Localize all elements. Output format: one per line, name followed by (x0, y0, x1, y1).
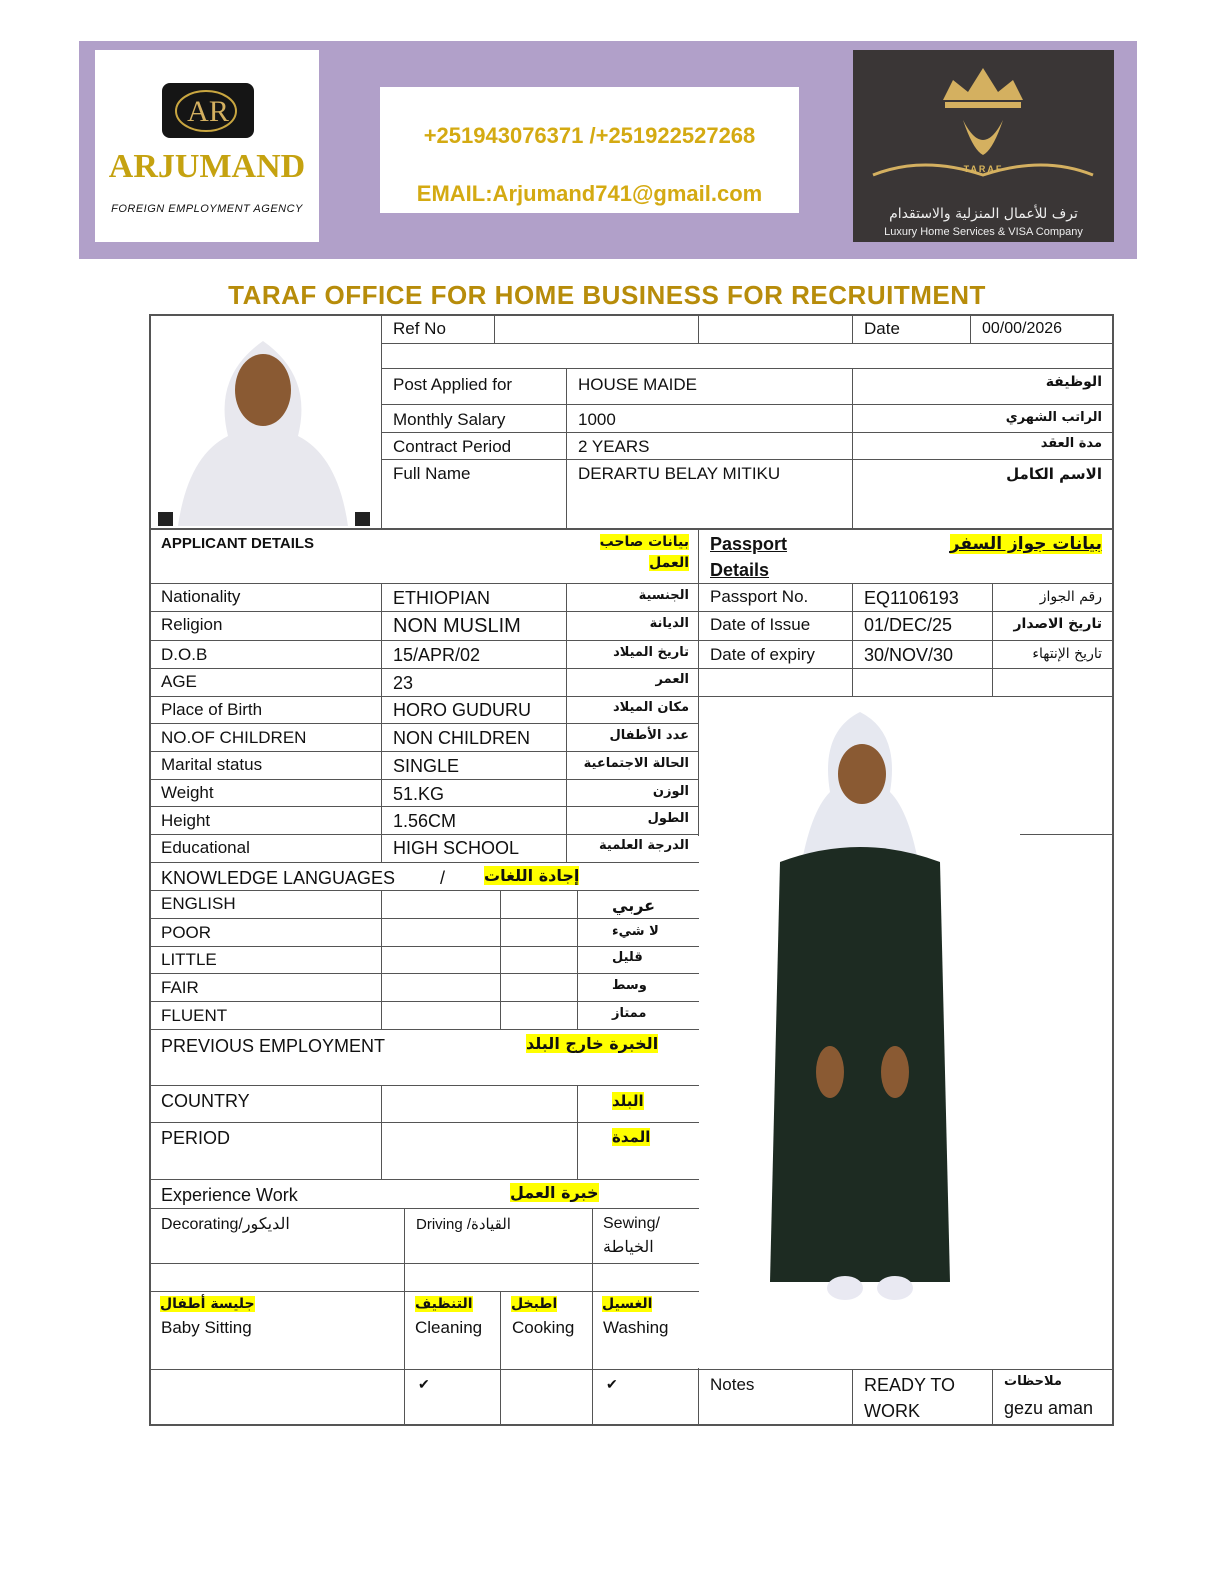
birthplace-value[interactable]: HORO GUDURU (393, 700, 531, 720)
washing-arabic: الغسيل (602, 1296, 653, 1312)
applicant-full-photo (760, 712, 960, 1312)
weight-arabic: الوزن (652, 784, 689, 799)
applicant-heading-ar-1: بيانات صاحب (599, 534, 689, 550)
experience-heading: Experience Work (161, 1185, 298, 1205)
washing-check-icon[interactable]: ✔ (606, 1376, 618, 1392)
experience-heading-ar: خبرة العمل (510, 1183, 599, 1202)
babysitting-label: Baby Sitting (161, 1318, 252, 1337)
age-label: AGE (161, 672, 197, 691)
salary-value[interactable]: 1000 (578, 410, 616, 429)
expiry-value[interactable]: 30/NOV/30 (864, 645, 954, 665)
contact-box (380, 87, 799, 213)
post-arabic: الوظيفة (1045, 374, 1102, 390)
post-value[interactable]: HOUSE MAIDE (578, 375, 698, 394)
ar-monogram-icon (162, 83, 254, 138)
notes-arabic: ملاحظات (1004, 1374, 1062, 1389)
dob-label: D.O.B (161, 645, 208, 664)
religion-arabic: الديانة (649, 616, 689, 631)
age-value[interactable]: 23 (393, 673, 414, 693)
lang-fair-label: FAIR (161, 978, 199, 997)
svg-text:AR: AR (187, 95, 229, 128)
post-label: Post Applied for (393, 375, 513, 394)
marital-arabic: الحالة الاجتماعية (583, 756, 689, 771)
fullname-value[interactable]: DERARTU BELAY MITIKU (578, 464, 781, 483)
nationality-arabic: الجنسية (638, 588, 689, 603)
height-arabic: الطول (647, 811, 689, 826)
passport-no-arabic: رقم الجواز (1039, 589, 1102, 605)
sewing-label-2: الخياطة (603, 1239, 654, 1256)
agency-subtitle: FOREIGN EMPLOYMENT AGENCY (111, 203, 303, 215)
lang-fair-arabic: وسط (612, 978, 647, 993)
weight-value[interactable]: 51.KG (393, 784, 445, 804)
cleaning-arabic: التنظيف (415, 1296, 473, 1312)
sewing-label-1: Sewing/ (603, 1215, 660, 1232)
cooking-arabic: اطبخل (511, 1296, 558, 1312)
email: EMAIL:Arjumand741@gmail.com (416, 181, 763, 206)
languages-heading: KNOWLEDGE LANGUAGES (161, 868, 396, 888)
lang-arabic-label: عربي (612, 896, 656, 915)
children-label: NO.OF CHILDREN (161, 728, 307, 747)
weight-label: Weight (161, 783, 214, 802)
children-arabic: عدد الأطفال (609, 728, 689, 743)
taraf-arabic: ترف للأعمال المنزلية والاستقدام (889, 206, 1078, 222)
lang-poor-label: POOR (161, 923, 212, 942)
lang-little-arabic: قليل (612, 950, 643, 965)
applicant-heading-ar-2: العمل (649, 555, 689, 571)
nationality-value[interactable]: ETHIOPIAN (393, 588, 491, 608)
passport-heading-2: Details (710, 560, 770, 580)
education-label: Educational (161, 838, 250, 857)
phone-numbers: +251943076371 /+251922527268 (423, 123, 756, 148)
issue-arabic: تاريخ الاصدار (1013, 616, 1102, 632)
education-arabic: الدرجة العلمية (599, 838, 689, 853)
cleaning-label: Cleaning (415, 1318, 483, 1337)
notes-value-1[interactable]: READY TO (864, 1375, 956, 1395)
lang-little-label: LITTLE (161, 950, 217, 969)
religion-label: Religion (161, 615, 223, 634)
dob-value[interactable]: 15/APR/02 (393, 645, 481, 665)
languages-heading-ar: إجادة اللغات (484, 866, 580, 885)
passport-heading-ar: بيانات جواز السفر (949, 534, 1102, 554)
languages-slash: / (440, 868, 446, 888)
washing-label: Washing (603, 1318, 669, 1337)
decorating-label: Decorating/الديكور (161, 1216, 290, 1233)
contract-arabic: مدة العقد (1040, 436, 1102, 451)
children-value[interactable]: NON CHILDREN (393, 728, 531, 748)
expiry-arabic: تاريخ الإنتهاء (1032, 646, 1102, 662)
issue-value[interactable]: 01/DEC/25 (864, 615, 953, 635)
dob-arabic: تاريخ الميلاد (613, 645, 689, 660)
driving-label: Driving /القيادة (416, 1216, 511, 1233)
salary-label: Monthly Salary (393, 410, 506, 429)
applicant-headshot (158, 322, 370, 526)
salary-arabic: الراتب الشهري (1005, 410, 1102, 425)
period-arabic: المدة (612, 1128, 651, 1146)
applicant-heading: APPLICANT DETAILS (161, 535, 315, 552)
passport-no-value[interactable]: EQ1106193 (864, 588, 959, 608)
notes-signature: gezu aman (1004, 1398, 1094, 1418)
country-label: COUNTRY (161, 1091, 250, 1111)
contract-label: Contract Period (393, 437, 512, 456)
passport-no-label: Passport No. (710, 587, 809, 606)
birthplace-label: Place of Birth (161, 700, 263, 719)
cooking-label: Cooking (512, 1318, 575, 1337)
taraf-word: TARAF (963, 164, 1004, 174)
marital-label: Marital status (161, 755, 263, 774)
birthplace-arabic: مكان الميلاد (612, 700, 689, 715)
taraf-logo (853, 50, 1114, 242)
page-title: TARAF OFFICE FOR HOME BUSINESS FOR RECRUITMENT (228, 280, 986, 310)
previous-heading: PREVIOUS EMPLOYMENT (161, 1036, 386, 1056)
period-label: PERIOD (161, 1128, 231, 1148)
date-value[interactable]: 00/00/2026 (982, 320, 1063, 337)
notes-value-2[interactable]: WORK (864, 1401, 920, 1421)
expiry-label: Date of expiry (710, 645, 815, 664)
age-arabic: العمر (655, 672, 689, 687)
nationality-label: Nationality (161, 587, 241, 606)
arjumand-logo (95, 50, 319, 242)
ref-label: Ref No (393, 319, 446, 338)
contract-value[interactable]: 2 YEARS (578, 437, 650, 456)
lang-english-label: ENGLISH (161, 894, 236, 913)
education-value[interactable]: HIGH SCHOOL (393, 838, 520, 858)
religion-value[interactable]: NON MUSLIM (393, 615, 521, 637)
lang-poor-arabic: لا شيء (612, 924, 659, 939)
passport-heading-1: Passport (710, 534, 788, 554)
lang-fluent-label: FLUENT (161, 1006, 228, 1025)
height-label: Height (161, 811, 211, 830)
date-label: Date (864, 319, 900, 338)
previous-heading-ar: الخبرة خارج البلد (526, 1034, 659, 1053)
taraf-english: Luxury Home Services & VISA Company (884, 226, 1083, 238)
notes-label: Notes (710, 1375, 755, 1394)
cleaning-check-icon[interactable]: ✔ (418, 1376, 430, 1392)
issue-label: Date of Issue (710, 615, 811, 634)
fullname-label: Full Name (393, 464, 471, 483)
fullname-arabic: الاسم الكامل (1006, 465, 1102, 483)
babysitting-arabic: جليسة أطفال (160, 1296, 255, 1312)
marital-value[interactable]: SINGLE (393, 756, 460, 776)
lang-fluent-arabic: ممتاز (612, 1006, 647, 1021)
country-arabic: البلد (612, 1092, 644, 1110)
agency-name: ARJUMAND (108, 148, 306, 185)
height-value[interactable]: 1.56CM (393, 811, 457, 831)
